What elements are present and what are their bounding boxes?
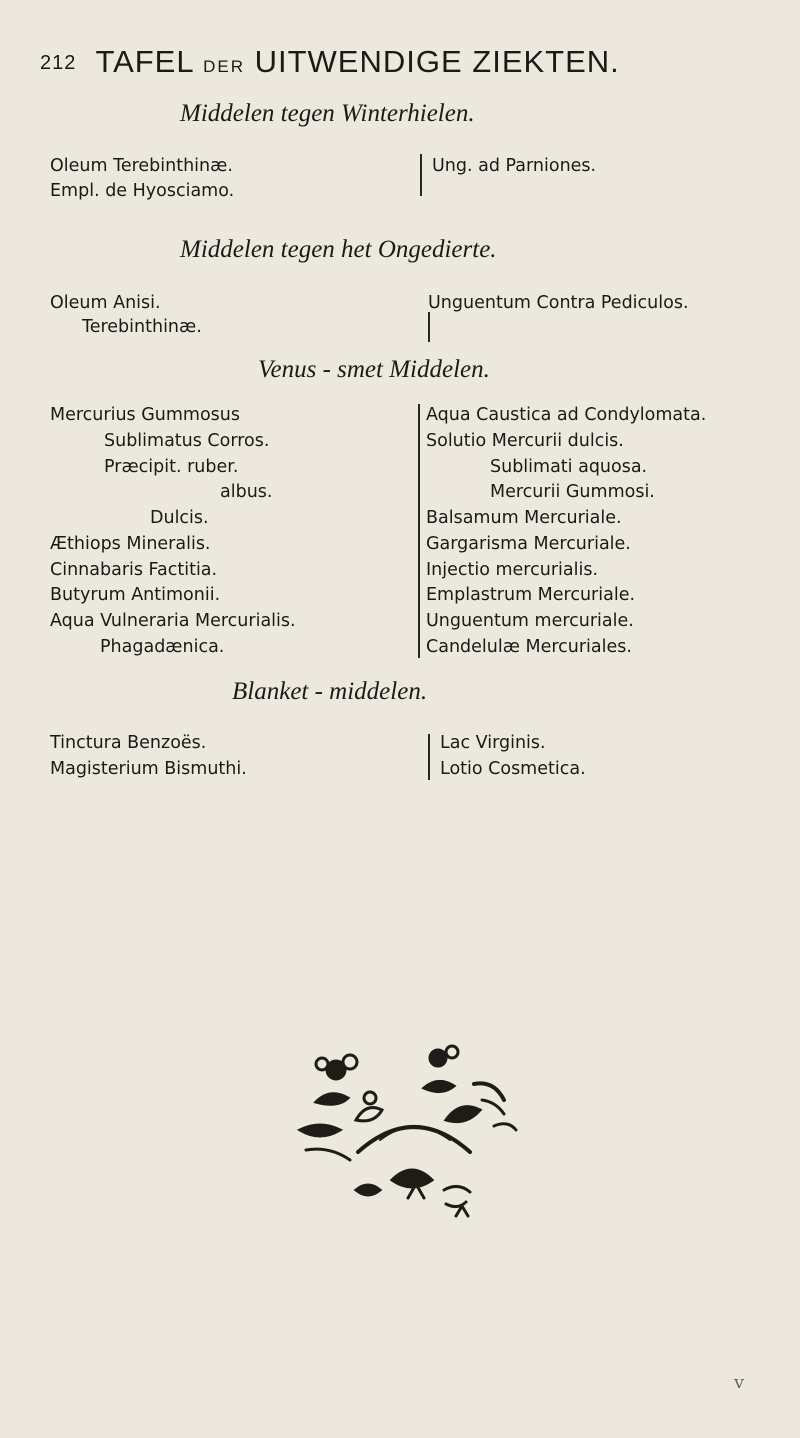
section-title-ongedierte: Middelen tegen het Ongedierte.	[180, 236, 497, 263]
header-title-ziekten: UITWENDIGE ZIEKTEN.	[254, 44, 620, 79]
entry: Phagadænica.	[100, 637, 225, 657]
entry: Tinctura Benzoës.	[50, 733, 207, 753]
entry: Injectio mercurialis.	[426, 560, 599, 580]
footer-mark: v	[734, 1372, 745, 1393]
entry: Lac Virginis.	[440, 733, 546, 753]
entry: albus.	[220, 482, 273, 502]
entry: Empl. de Hyosciamo.	[50, 181, 235, 201]
page-number: 212	[40, 52, 77, 74]
entry: Oleum Anisi.	[50, 293, 161, 313]
running-header	[40, 44, 780, 94]
column-divider	[420, 154, 422, 196]
header-title-der: DER	[203, 57, 245, 76]
entry: Cinnabaris Factitia.	[50, 560, 218, 580]
entry: Mercurius Gummosus	[50, 405, 240, 425]
section-title-venus-smet: Venus - smet Middelen.	[258, 356, 490, 383]
floral-ornament-icon	[296, 1040, 536, 1230]
entry: Dulcis.	[150, 508, 209, 528]
entry: Solutio Mercurii dulcis.	[426, 431, 624, 451]
entry: Ung. ad Parniones.	[432, 156, 597, 176]
entry: Mercurii Gummosi.	[490, 482, 655, 502]
section-title-winterhielen: Middelen tegen Winterhielen.	[180, 100, 475, 127]
entry: Gargarisma Mercuriale.	[426, 534, 631, 554]
column-divider	[418, 404, 420, 658]
entry: Aqua Vulneraria Mercurialis.	[50, 611, 296, 631]
entry: Candelulæ Mercuriales.	[426, 637, 632, 657]
entry: Lotio Cosmetica.	[440, 759, 586, 779]
entry: Sublimati aquosa.	[490, 457, 648, 477]
header-title-tafel: TAFEL	[95, 44, 194, 79]
entry: Sublimatus Corros.	[104, 431, 270, 451]
entry: Unguentum Contra Pediculos.	[428, 293, 689, 313]
column-divider	[428, 734, 430, 780]
entry: Præcipit. ruber.	[104, 457, 239, 477]
column-divider	[428, 312, 430, 342]
entry: Balsamum Mercuriale.	[426, 508, 622, 528]
entry: Oleum Terebinthinæ.	[50, 156, 233, 176]
entry: Æthiops Mineralis.	[50, 534, 211, 554]
entry: Aqua Caustica ad Condylomata.	[426, 405, 707, 425]
section-title-blanket: Blanket - middelen.	[232, 678, 428, 705]
entry: Terebinthinæ.	[82, 317, 202, 337]
entry: Butyrum Antimonii.	[50, 585, 221, 605]
entry: Emplastrum Mercuriale.	[426, 585, 636, 605]
entry: Unguentum mercuriale.	[426, 611, 634, 631]
entry: Magisterium Bismuthi.	[50, 759, 247, 779]
